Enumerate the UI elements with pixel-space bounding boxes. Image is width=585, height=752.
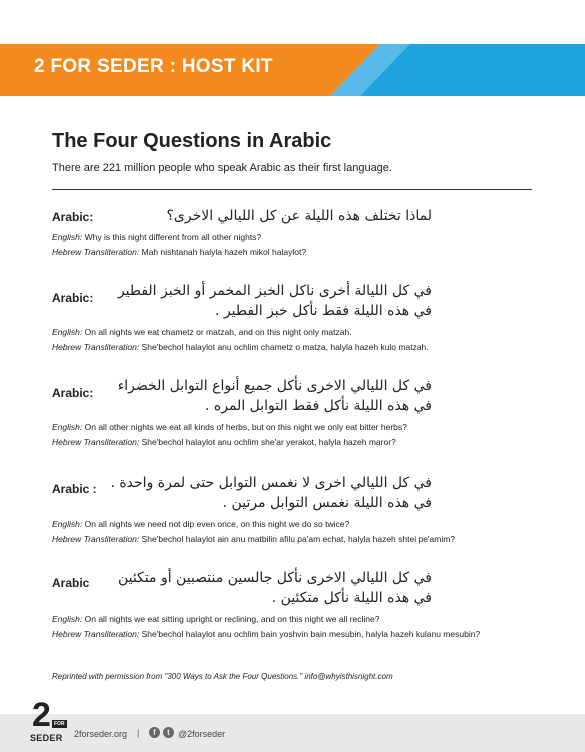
logo-for: FOR [54,721,65,727]
arabic-label: Arabic [52,576,90,590]
logo-seder: SEDER [30,733,63,743]
website-link[interactable]: 2forseder.org [74,729,128,739]
credit-line: Reprinted with permission from "300 Ways to Ask the Four Questions." info@whyisthisnight.com [52,672,393,681]
hebrew-line: Hebrew Transliteration: She'bechol halaylot anu ochlim she'ar yerakot, halyla hazeh maror? [52,437,396,447]
facebook-icon[interactable]: f [149,727,160,738]
arabic-label: Arabic: [52,210,94,224]
divider [52,189,532,190]
english-line: English: On all nights we eat chametz or matzah, and on this night only matzah. [52,327,352,337]
arabic-text: في هذه الليلة فقط نأكل خبز الفطير . [215,303,432,319]
arabic-text: في كل الليالي الاخرى نأكل جالسين منتصبين أو متكئين [117,570,432,586]
hebrew-line: Hebrew Transliteration: Mah nishtanah halyla hazeh mikol halaylot? [52,247,307,257]
hebrew-line: Hebrew Transliteration: She'bechol halaylot anu ochlim chametz o matza, halyla hazeh kulo matzah. [52,342,429,352]
arabic-label: Arabic: [52,386,94,400]
intro-text: There are 221 million people who speak Arabic as their first language. [52,162,392,174]
english-line: English: On all nights we need not dip even once, on this night we do so twice? [52,519,350,529]
question-block-5 [52,569,532,640]
logo-number: 2 [32,696,51,734]
2forseder-logo [30,698,66,750]
english-line: English: Why is this night different from all other nights? [52,232,262,242]
arabic-text: في كل الليالة أخرى ناكل الخبز المخمر أو الخبز الفطير [117,283,432,299]
arabic-text: في هذه الليلة نغمس التوابل مرتين . [222,495,432,511]
social-handle[interactable]: @2forseder [178,729,226,739]
arabic-label: Arabic: [52,291,94,305]
arabic-label: Arabic : [52,482,97,496]
question-block-3 [52,377,532,448]
footer [0,696,585,752]
question-block-1 [52,207,532,258]
hebrew-line: Hebrew Transliteration: She'bechol halaylot anu ochlim bain yoshvin bain mesubin, halyla hazeh kulanu mesubin? [52,629,481,639]
arabic-text: في كل الليالي الاخرى نأكل جميع أنواع التوابل الخضراء [117,378,432,394]
hebrew-line: Hebrew Transliteration: She'bechol halaylot ain anu matbilin afilu pa'am echat, halyla hazeh shtei pe'amim? [52,534,456,544]
question-block-4 [52,474,532,545]
arabic-text: في هذه الليلة نأكل فقط التوابل المره . [205,398,432,414]
page-title: The Four Questions in Arabic [52,130,332,152]
header-banner [0,44,585,96]
english-line: English: On all other nights we eat all kinds of herbs, but on this night we only eat bitter herbs? [52,422,407,432]
intro-section [52,130,532,190]
twitter-icon[interactable]: t [163,727,174,738]
arabic-text: في هذه الليلة نأكل متكئين . [271,590,432,606]
footer-separator: | [137,728,140,738]
question-block-2 [52,282,532,353]
arabic-text: لماذا تختلف هذه الليلة عن كل الليالي الاخرى؟ [166,208,432,224]
banner-title: 2 FOR SEDER : HOST KIT [34,56,273,77]
english-line: English: On all nights we eat sitting upright or reclining, and on this night we all recline? [52,614,380,624]
arabic-text: في كل الليالي اخرى لا نغمس التوابل حتى لمرة واحدة . [110,475,432,491]
